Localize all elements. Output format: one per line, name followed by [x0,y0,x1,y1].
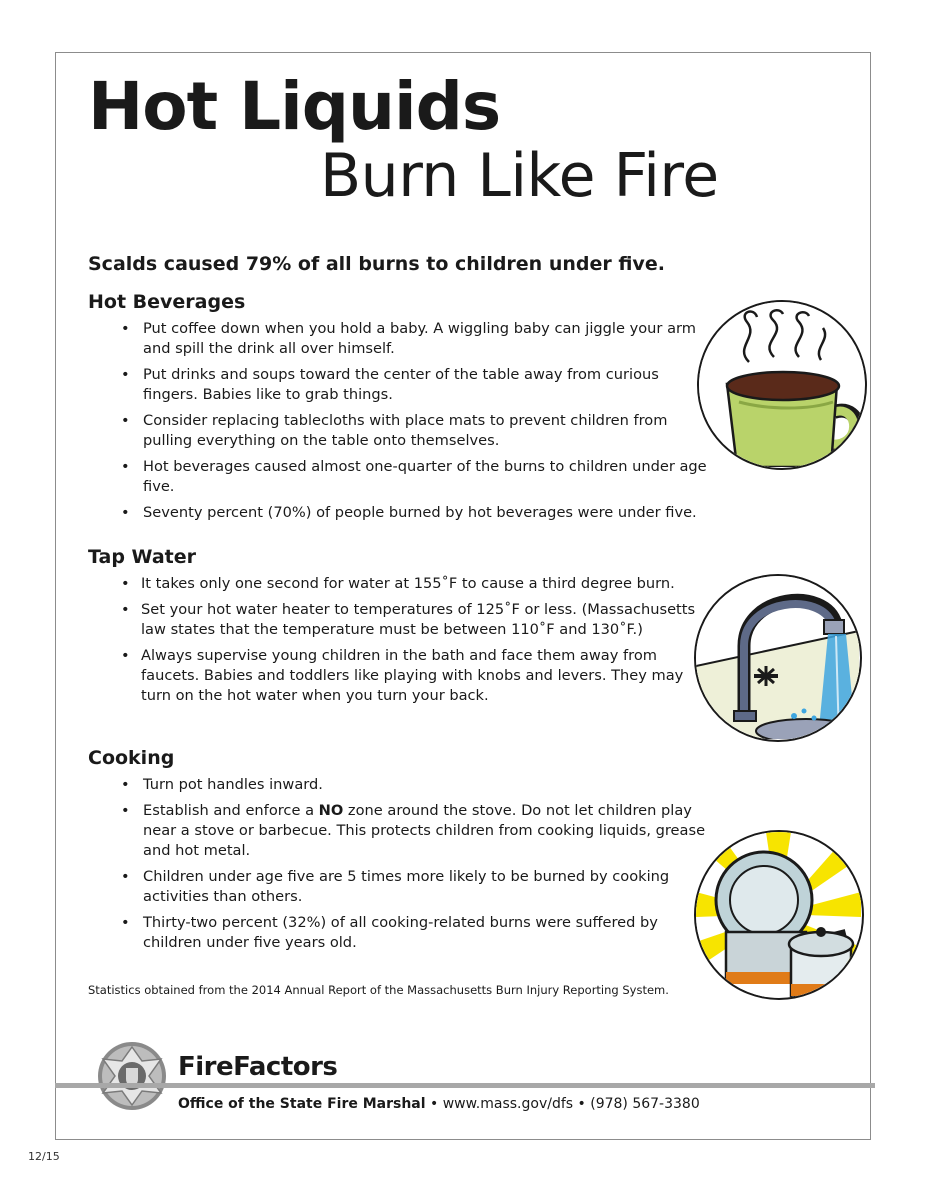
section-tap-water [88,546,708,712]
list-item [88,600,708,640]
bullet: • [121,601,130,618]
list-item-text: Consider replacing tablecloths with place mats to prevent children from pulling everything on the table onto themselves. [143,412,668,449]
section-heading: Cooking [88,747,175,769]
list-item-text: Children under age five are 5 times more likely to be burned by cooking activities than others. [143,868,670,905]
bullet: • [121,802,130,819]
statistics-source-note: Statistics obtained from the 2014 Annual Report of the Massachusetts Burn Injury Reporting System. [88,983,669,997]
list-item [88,503,708,523]
list-item [88,775,708,795]
bullet: • [121,575,130,592]
pots-illustration [694,830,864,1000]
separator: • [573,1096,591,1112]
list-item [88,411,708,451]
mug-illustration [697,300,867,470]
list-item [88,365,708,405]
brand-name: FireFactors [178,1052,338,1082]
list-item-text: Hot beverages caused almost one-quarter of the burns to children under age five. [143,458,707,495]
pots-icon [696,832,861,997]
list-item-text: Establish and enforce a [143,802,319,819]
bullet-list [88,319,708,523]
bullet-list [88,574,708,706]
revision-date: 12/15 [28,1150,60,1163]
bullet: • [121,412,130,429]
list-item [88,867,708,907]
bullet: • [121,776,130,793]
mug-icon [699,302,864,467]
separator: • [425,1096,443,1112]
lead-statement: Scalds caused 79% of all burns to children under five. [88,253,665,275]
list-item-text: It takes only one second for water at 155˚F to cause a third degree burn. [141,575,675,592]
bullet: • [121,914,130,931]
section-heading: Tap Water [88,546,196,568]
bullet: • [121,868,130,885]
list-item-text: Always supervise young children in the bath and face them away from faucets. Babies and toddlers like playing with knobs and levers. They may turn on the hot water when you turn your back. [141,647,684,704]
list-item [88,319,708,359]
website-link[interactable]: www.mass.gov/dfs [442,1096,574,1112]
list-item [88,574,708,594]
bullet: • [121,504,130,521]
bullet: • [121,366,130,383]
bullet: • [121,647,130,664]
maltese-cross-icon [97,1041,167,1111]
bullet: • [121,458,130,475]
list-item-text-cont: zone around the stove. Do not let children play near a stove or barbecue. This protects children from cooking liquids, grease and hot metal. [143,802,706,859]
emphasis-no: NO [318,802,344,819]
bullet: • [121,320,130,337]
list-item-text: Turn pot handles inward. [143,776,323,793]
list-item [88,457,708,497]
section-hot-beverages [88,291,708,529]
list-item-text: Thirty-two percent (32%) of all cooking-related burns were suffered by children under five years old. [143,914,658,951]
faucet-illustration [694,574,862,742]
bullet-list [88,775,708,953]
list-item-text: Put drinks and soups toward the center of the table away from curious fingers. Babies like to grab things. [143,366,659,403]
fire-marshal-logo [97,1041,167,1111]
footer-divider [55,1083,875,1088]
list-item-text: Put coffee down when you hold a baby. A wiggling baby can jiggle your arm and spill the drink all over himself. [143,320,696,357]
section-cooking [88,747,708,959]
title-line-1: Hot Liquids [88,68,501,145]
office-name: Office of the State Fire Marshal [178,1096,426,1112]
list-item [88,646,708,706]
faucet-icon [696,576,859,739]
office-contact-line [178,1096,700,1112]
section-heading: Hot Beverages [88,291,246,313]
list-item [88,913,708,953]
phone-number: (978) 567-3380 [590,1096,700,1112]
list-item-text: Seventy percent (70%) of people burned by hot beverages were under five. [143,504,697,521]
list-item [88,801,708,861]
list-item-text: Set your hot water heater to temperatures of 125˚F or less. (Massachusetts law states that the temperature must be between 110˚F and 130˚F.) [141,601,696,638]
title-line-2: Burn Like Fire [320,141,719,211]
